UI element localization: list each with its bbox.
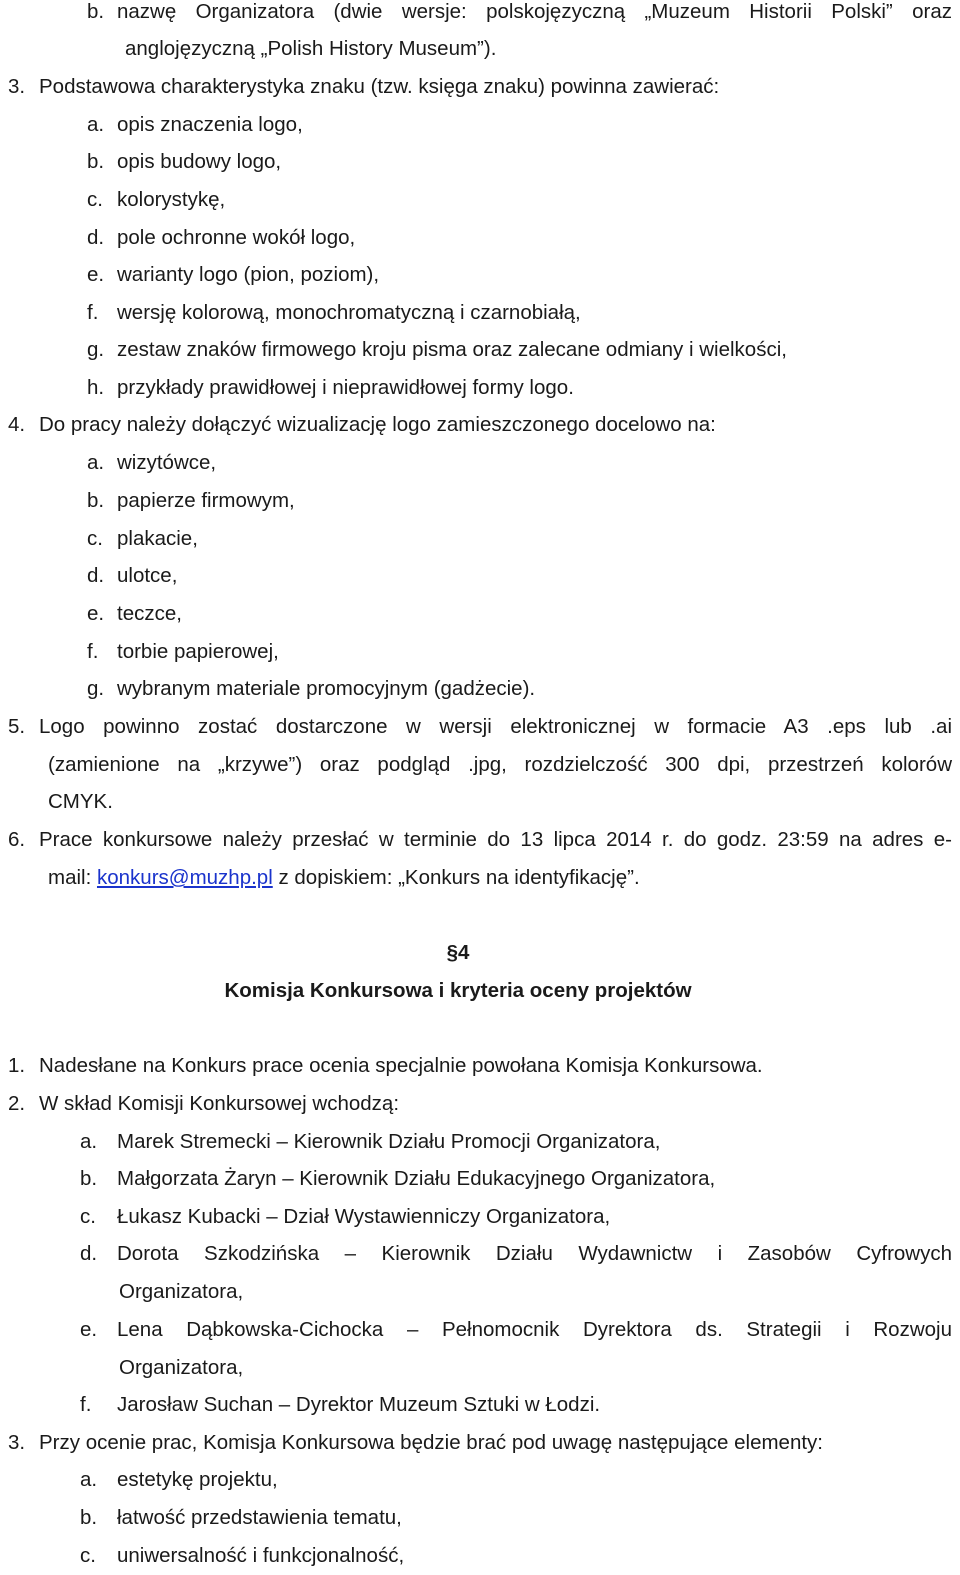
member-text: Jarosław Suchan – Dyrektor Muzeum Sztuki w Łodzi. [117,1393,601,1416]
list-marker: h. [87,376,105,399]
list-marker: b. [87,150,105,173]
list-item-text: Nadesłane na Konkurs prace ocenia specjalnie powołana Komisja Konkursowa. [39,1054,763,1077]
list-marker: a. [80,1468,98,1491]
list-marker: d. [87,564,105,587]
list-item-text: pole ochronne wokół logo, [117,226,356,249]
list-marker: d. [80,1242,98,1265]
list-item-text [48,866,640,890]
list-marker: 3. [8,1431,26,1454]
list-item-text: nazwę Organizatora (dwie wersje: polskojęzyczną „Muzeum Historii Polski” oraz [117,0,952,23]
list-marker: 1. [8,1054,26,1077]
member-text: Organizatora, [119,1356,244,1379]
list-item-text: opis budowy logo, [117,150,282,173]
list-marker: f. [87,301,99,324]
list-item-text: opis znaczenia logo, [117,113,303,136]
list-item-text: Przy ocenie prac, Komisja Konkursowa będzie brać pod uwagę następujące elementy: [39,1431,823,1454]
list-marker: b. [87,489,105,512]
list-item-text: Podstawowa charakterystyka znaku (tzw. księga znaku) powinna zawierać: [39,75,720,98]
list-marker: 4. [8,413,26,436]
list-item-text: CMYK. [48,790,113,813]
email-suffix: z dopiskiem: „Konkurs na identyfikację”. [272,866,640,889]
email-prefix: mail: [48,866,97,889]
list-marker: 3. [8,75,26,98]
criterion-text: łatwość przedstawienia tematu, [117,1506,402,1529]
list-marker: d. [87,226,105,249]
list-marker: b. [80,1167,98,1190]
list-marker: a. [87,451,105,474]
list-marker: 2. [8,1092,26,1115]
list-marker: c. [87,188,103,211]
list-item-text: przykłady prawidłowej i nieprawidłowej formy logo. [117,376,574,399]
email-link[interactable]: konkurs@muzhp.pl [96,866,273,889]
list-marker: c. [80,1205,96,1228]
list-marker: e. [87,263,105,286]
criterion-text: estetykę projektu, [117,1468,278,1491]
list-marker: e. [87,602,105,625]
list-item-text: Do pracy należy dołączyć wizualizację logo zamieszczonego docelowo na: [39,413,716,436]
list-marker: g. [87,677,105,700]
list-marker: b. [87,0,105,23]
member-text: Organizatora, [119,1280,244,1303]
list-marker: f. [80,1393,92,1416]
list-item-text: ulotce, [117,564,178,587]
list-item-text: wizytówce, [117,451,217,474]
section-title: Komisja Konkursowa i kryteria oceny projektów [224,979,692,1002]
list-item-text: plakacie, [117,527,198,550]
list-marker: g. [87,338,105,361]
list-marker: b. [80,1506,98,1529]
list-item-text: teczce, [117,602,182,625]
list-marker: f. [87,640,99,663]
member-text: Lena Dąbkowska-Cichocka – Pełnomocnik Dyrektora ds. Strategii i Rozwoju [117,1318,952,1341]
member-text: Marek Stremecki – Kierownik Działu Promocji Organizatora, [117,1130,661,1153]
list-item-text: torbie papierowej, [117,640,279,663]
list-item-text: (zamienione na „krzywe”) oraz podgląd .jpg, rozdzielczość 300 dpi, przestrzeń kolorów [48,753,952,776]
list-item-text: papierze firmowym, [117,489,295,512]
list-item-text: Logo powinno zostać dostarczone w wersji elektronicznej w formacie A3 .eps lub .ai [39,715,952,738]
member-text: Łukasz Kubacki – Dział Wystawienniczy Organizatora, [117,1205,611,1228]
list-item-text: wybranym materiale promocyjnym (gadżecie). [117,677,536,700]
list-item-text: W skład Komisji Konkursowej wchodzą: [39,1092,400,1115]
list-item-text: anglojęzyczną „Polish History Museum”). [125,37,497,60]
list-marker: 5. [8,715,26,738]
criterion-text: uniwersalność i funkcjonalność, [117,1544,405,1567]
list-marker: 6. [8,828,26,851]
list-marker: a. [80,1130,98,1153]
list-item-text: kolorystykę, [117,188,226,211]
member-text: Dorota Szkodzińska – Kierownik Działu Wydawnictw i Zasobów Cyfrowych [117,1242,952,1265]
list-marker: e. [80,1318,98,1341]
list-marker: a. [87,113,105,136]
list-marker: c. [80,1544,96,1567]
list-item-text: warianty logo (pion, poziom), [117,263,380,286]
list-marker: c. [87,527,103,550]
section-number: §4 [446,941,470,964]
list-item-text: Prace konkursowe należy przesłać w terminie do 13 lipca 2014 r. do godz. 23:59 na adres e- [39,828,952,851]
list-item-text: wersję kolorową, monochromatyczną i czarnobiałą, [117,301,581,324]
list-item-text: zestaw znaków firmowego kroju pisma oraz zalecane odmiany i wielkości, [117,338,787,361]
member-text: Małgorzata Żaryn – Kierownik Działu Edukacyjnego Organizatora, [117,1167,716,1190]
